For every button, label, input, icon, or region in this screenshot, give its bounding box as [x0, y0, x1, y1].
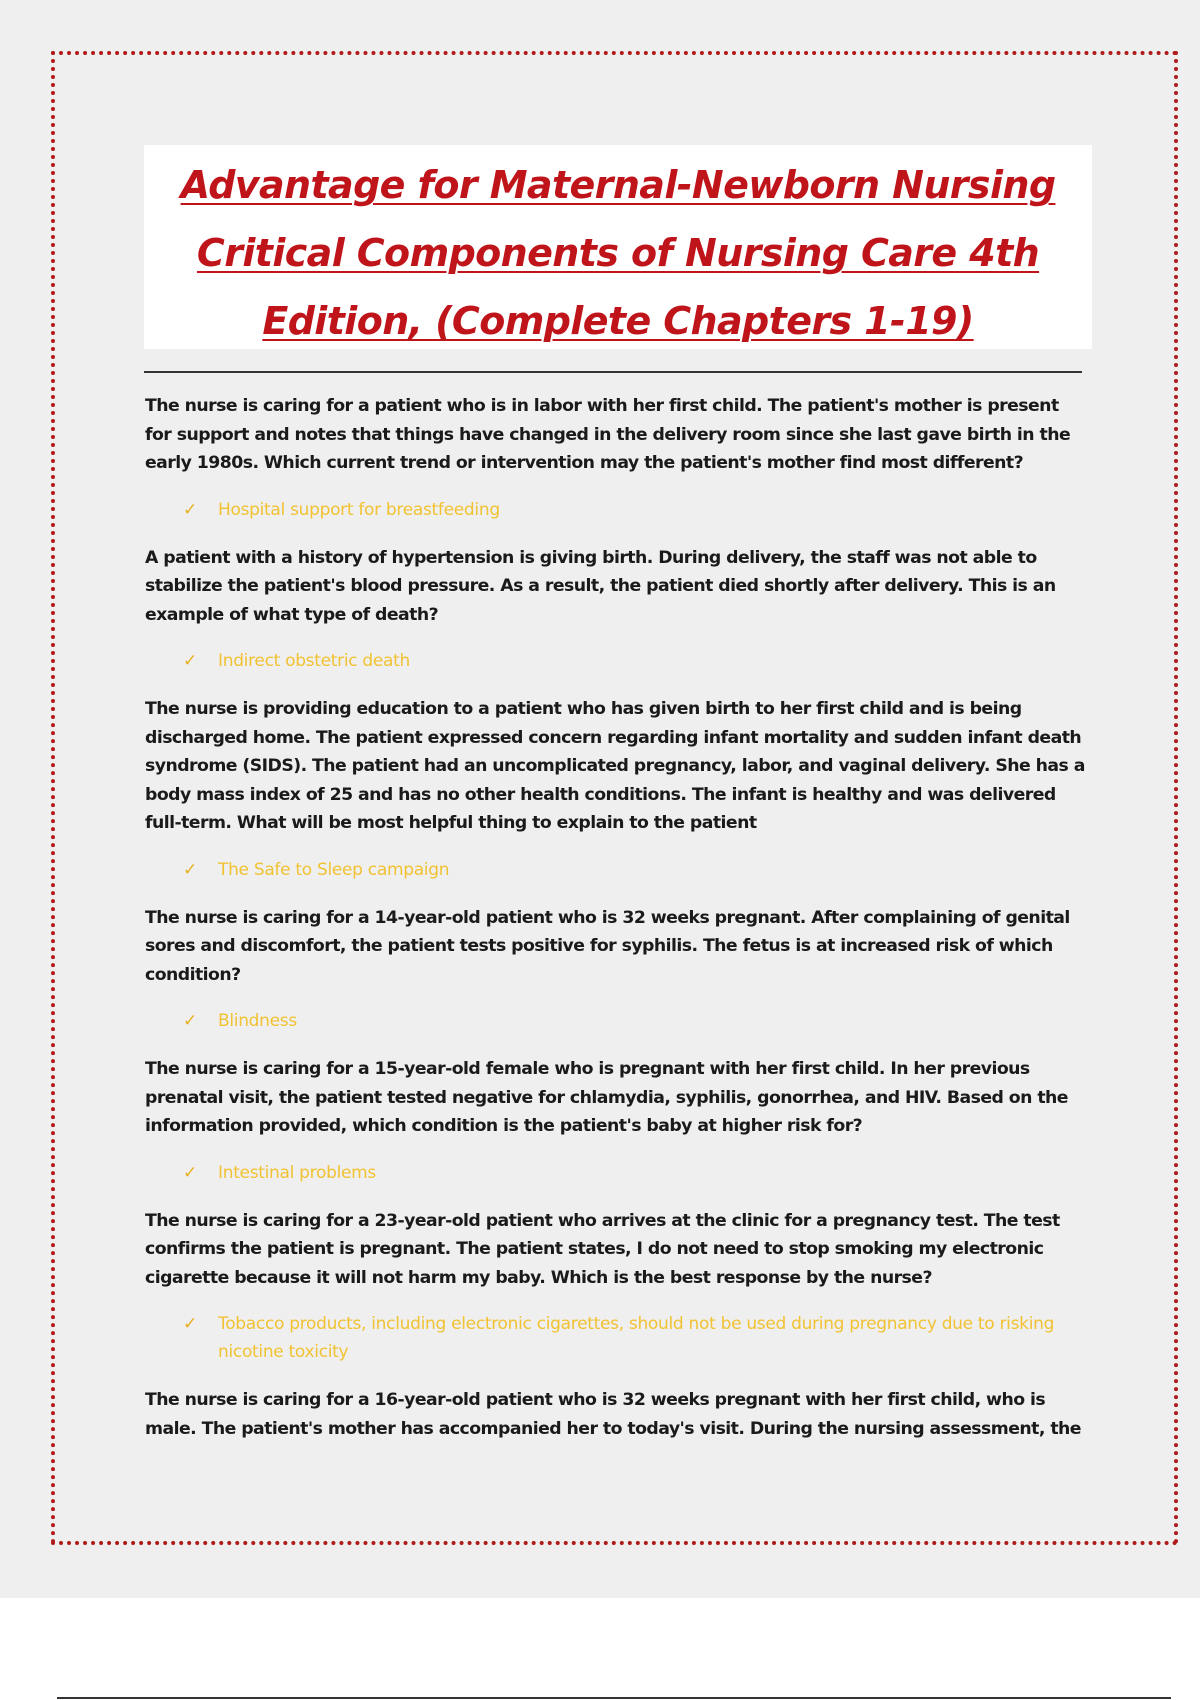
qa-item — [145, 392, 1085, 524]
question-text: The nurse is caring for a 14-year-old patient who is 32 weeks pregnant. After complaining of genital sores and discomfort, the patient tests positive for syphilis. The fetus is at increased risk of which condition? — [145, 907, 1070, 985]
checkmark-icon: ✓ — [183, 499, 197, 520]
question-list — [145, 392, 1085, 1443]
title-divider — [144, 371, 1082, 373]
document-title-box — [144, 145, 1092, 349]
answer-text: Tobacco products, including electronic cigarettes, should not be used during pregnancy due to risking nicotine toxicity — [218, 1314, 1055, 1362]
qa-item — [145, 1386, 1085, 1443]
qa-item — [145, 1055, 1085, 1187]
answer-text: Blindness — [218, 1011, 297, 1031]
answer-text: Indirect obstetric death — [218, 651, 411, 671]
question-text: The nurse is caring for a 16-year-old patient who is 32 weeks pregnant with her first child, who is male. The patient's mother has accompanied her to today's visit. During the nursing assessment, the — [145, 1390, 1081, 1439]
answer-text: Hospital support for breastfeeding — [218, 499, 500, 520]
answer-row — [145, 496, 1085, 524]
checkmark-icon: ✓ — [183, 1314, 197, 1334]
answer-row — [145, 1159, 1085, 1187]
checkmark-icon: ✓ — [183, 651, 197, 671]
title-line-1: Advantage for Maternal-Newborn Nursing — [180, 163, 1056, 207]
title-line-3: Edition, (Complete Chapters 1-19) — [262, 299, 974, 343]
next-page-rule — [57, 1697, 1171, 1699]
answer-row — [145, 1007, 1085, 1035]
checkmark-icon: ✓ — [183, 1162, 197, 1183]
checkmark-icon: ✓ — [183, 859, 197, 880]
question-text: The nurse is caring for a 23-year-old patient who arrives at the clinic for a pregnancy test. The test confirms the patient is pregnant. The patient states, I do not need to stop smoking my electronic cigarette because it will not harm my baby. Which is the best response by the nurse? — [145, 1210, 1060, 1288]
question-text: A patient with a history of hypertension is giving birth. During delivery, the staff was not able to stabilize the patient's blood pressure. As a result, the patient died shortly after delivery. This is an example of what type of death? — [145, 547, 1056, 625]
qa-item — [145, 544, 1085, 676]
question-text: The nurse is caring for a 15-year-old female who is pregnant with her first child. In her previous prenatal visit, the patient tested negative for chlamydia, syphilis, gonorrhea, and HIV. Based on the information provided, which condition is the patient's baby at higher risk for? — [145, 1059, 1068, 1136]
qa-item — [145, 904, 1085, 1036]
answer-row — [145, 856, 1085, 884]
answer-text: Intestinal problems — [218, 1162, 376, 1183]
answer-row — [145, 647, 1085, 675]
question-text: The nurse is caring for a patient who is in labor with her first child. The patient's mother is present for support and notes that things have changed in the delivery room since she last gave birth in the early 1980s. Which current trend or intervention may the patient's mother find most different? — [145, 396, 1071, 473]
question-text: The nurse is providing education to a patient who has given birth to her first child and is being discharged home. The patient expressed concern regarding infant mortality and sudden infant death syndrome (SIDS). The patient had an uncomplicated pregnancy, labor, and vaginal delivery. She has a body mass index of 25 and has no other health conditions. The infant is healthy and was delivered full-term. What will be most helpful thing to explain to the patient — [145, 699, 1085, 833]
qa-item — [145, 1207, 1085, 1367]
title-line-2: Critical Components of Nursing Care 4th — [196, 231, 1040, 275]
checkmark-icon: ✓ — [183, 1011, 197, 1031]
answer-text: The Safe to Sleep campaign — [218, 859, 450, 880]
qa-item — [145, 695, 1085, 884]
answer-row — [145, 1310, 1085, 1366]
